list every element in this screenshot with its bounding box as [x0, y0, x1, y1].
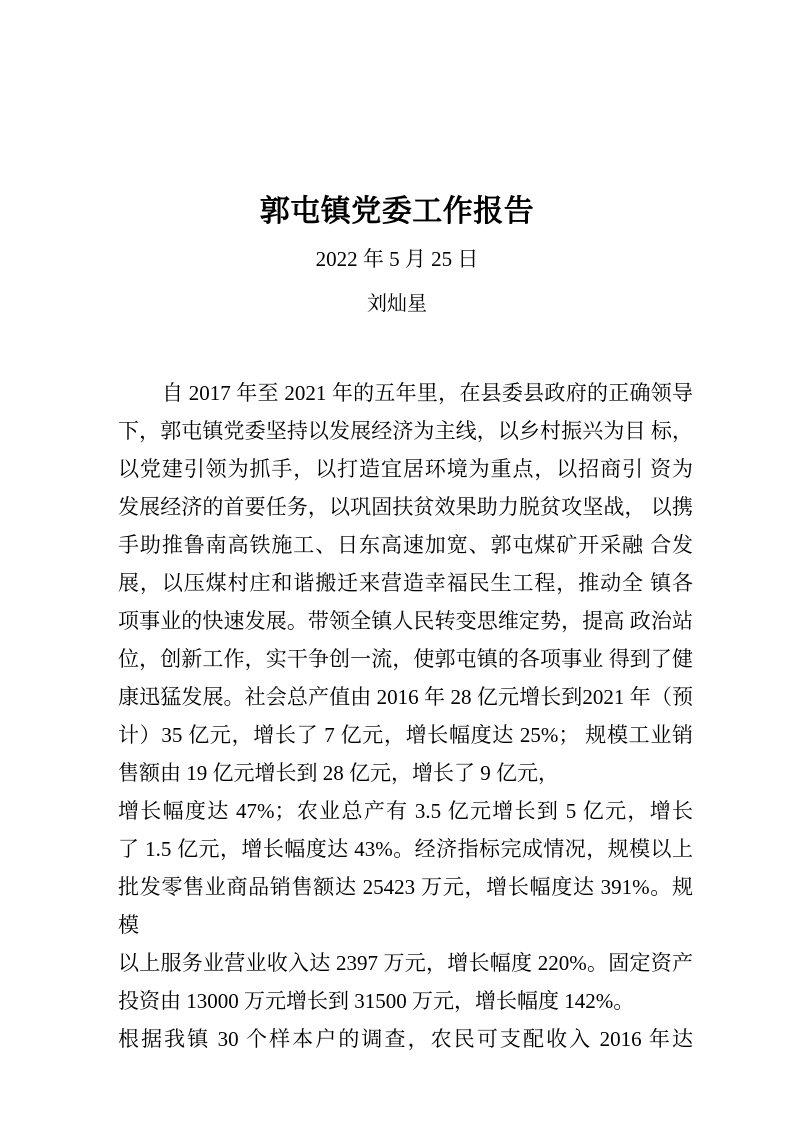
body-line: 批发零售业商品销售额达 25423 万元，增长幅度达 391%。规模: [118, 875, 693, 937]
body-line: 康迅猛发展。社会总产值由 2016 年 28 亿元增长到2021 年（预: [118, 685, 693, 709]
document-body: [118, 374, 693, 1058]
body-line: 根据我镇 30 个样本户的调查，农民可支配收入 2016 年达: [118, 1027, 693, 1051]
body-line: 了 1.5 亿元，增长幅度达 43%。经济指标完成情况，规模以上: [118, 837, 693, 861]
body-line: 发展经济的首要任务，以巩固扶贫效果助力脱贫攻坚战， 以携: [118, 495, 693, 519]
body-line: 计）35 亿元，增长了 7 亿元，增长幅度达 25%； 规模工业销: [118, 723, 693, 747]
body-line: 投资由 13000 万元增长到 31500 万元，增长幅度 142%。: [118, 989, 635, 1013]
body-line: 增长幅度达 47%；农业总产有 3.5 亿元增长到 5 亿元，增长: [118, 799, 693, 823]
document-date: 2022 年 5 月 25 日: [315, 247, 479, 271]
body-line: 下，郭屯镇党委坚持以发展经济为主线，以乡村振兴为目 标，: [118, 419, 693, 443]
body-line: 售额由 19 亿元增长到 28 亿元，增长了 9 亿元，: [118, 761, 559, 785]
body-line: 手助推鲁南高铁施工、日东高速加宽、郭屯煤矿开采融 合发: [118, 533, 693, 557]
body-line: 项事业的快速发展。带领全镇人民转变思维定势，提高 政治站: [118, 609, 693, 633]
body-line: 以党建引领为抓手，以打造宜居环境为重点，以招商引 资为: [118, 457, 693, 481]
body-line: 自 2017 年至 2021 年的五年里，在县委县政府的正确领导: [162, 381, 693, 405]
document-author: 刘灿星: [367, 293, 427, 315]
body-line: 以上服务业营业收入达 2397 万元，增长幅度 220%。固定资产: [118, 951, 693, 975]
body-line: 位，创新工作，实干争创一流，使郭屯镇的各项事业 得到了健: [118, 647, 693, 671]
document-title: 郭屯镇党委工作报告: [259, 195, 535, 228]
body-line: 展，以压煤村庄和谐搬迁来营造幸福民生工程，推动全 镇各: [118, 571, 693, 595]
